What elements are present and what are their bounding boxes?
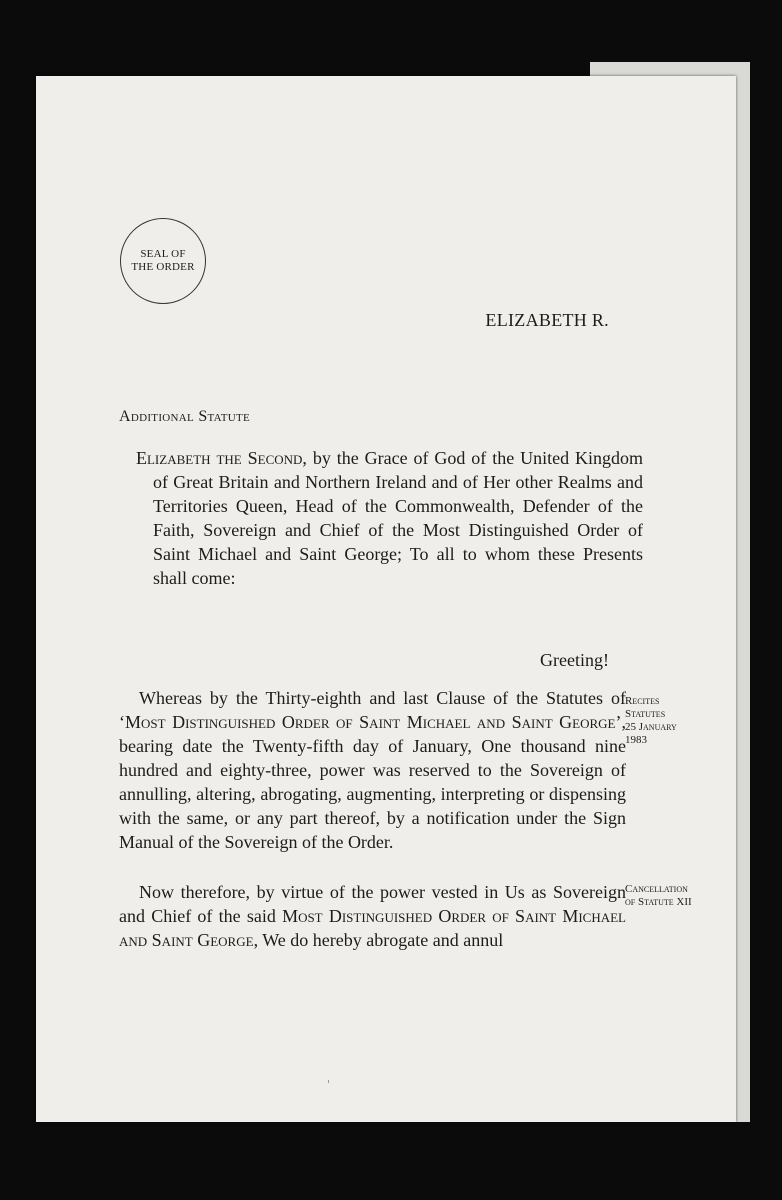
operative-paragraph	[119, 880, 626, 952]
operative-order-name: Most Distinguished Order of Saint Michael and Saint George	[119, 906, 626, 950]
margin-note-line: 1983	[625, 734, 647, 746]
preamble-text: , by the Grace of God of the United Kingdom of Great Britain and Northern Ireland and of Her other Realms and Territories Queen, Head of the Commonwealth, Defender of the Faith, Sovereign and Chief of the Most Distinguished Order of Saint Michael and Saint George; To all to whom these Presents shall come:	[153, 448, 644, 588]
operative-text-start: Now therefore, by virtue of the power vested in Us as Sovereign and Chief of the said	[119, 882, 626, 926]
margin-note-line: of Statute XII	[625, 896, 692, 908]
greeting: Greeting!	[540, 650, 609, 670]
recital-text-rest: ’, bearing date the Twenty-fifth day of January, One thousand nine hundred and eighty-three, power was reserved to the Sovereign of annulling, altering, abrogating, augmenting, interpreting or dispensing with the same, or any part thereof, by a notification under the Sign Manual of the Sovereign of the Order.	[119, 712, 626, 852]
royal-signature: ELIZABETH R.	[485, 310, 609, 330]
margin-note-cancellation	[625, 883, 725, 909]
sovereign-name: Elizabeth the Second	[136, 448, 303, 468]
margin-note-line: Cancellation	[625, 883, 688, 895]
margin-note-line: 25 January	[625, 721, 677, 733]
recital-order-name: Most Distinguished Order of Saint Michael and Saint George	[125, 712, 616, 732]
seal-of-the-order	[120, 218, 206, 304]
document-page	[36, 76, 736, 1122]
margin-note-recites	[625, 695, 725, 747]
document-heading: Additional Statute	[119, 408, 251, 425]
margin-note-line: Statutes	[625, 708, 666, 720]
seal-label-line1: SEAL OF	[140, 248, 186, 260]
recital-text-start: Whereas by the Thirty-eighth and last Clause of the Statutes of ‘	[119, 688, 626, 732]
preamble-paragraph	[136, 446, 643, 590]
recital-paragraph	[119, 686, 626, 854]
margin-note-line: Recites	[625, 695, 660, 707]
paper-speck	[328, 1080, 329, 1083]
operative-text-rest: , We do hereby abrogate and annul	[253, 930, 504, 950]
seal-label-line2: THE ORDER	[131, 261, 195, 273]
